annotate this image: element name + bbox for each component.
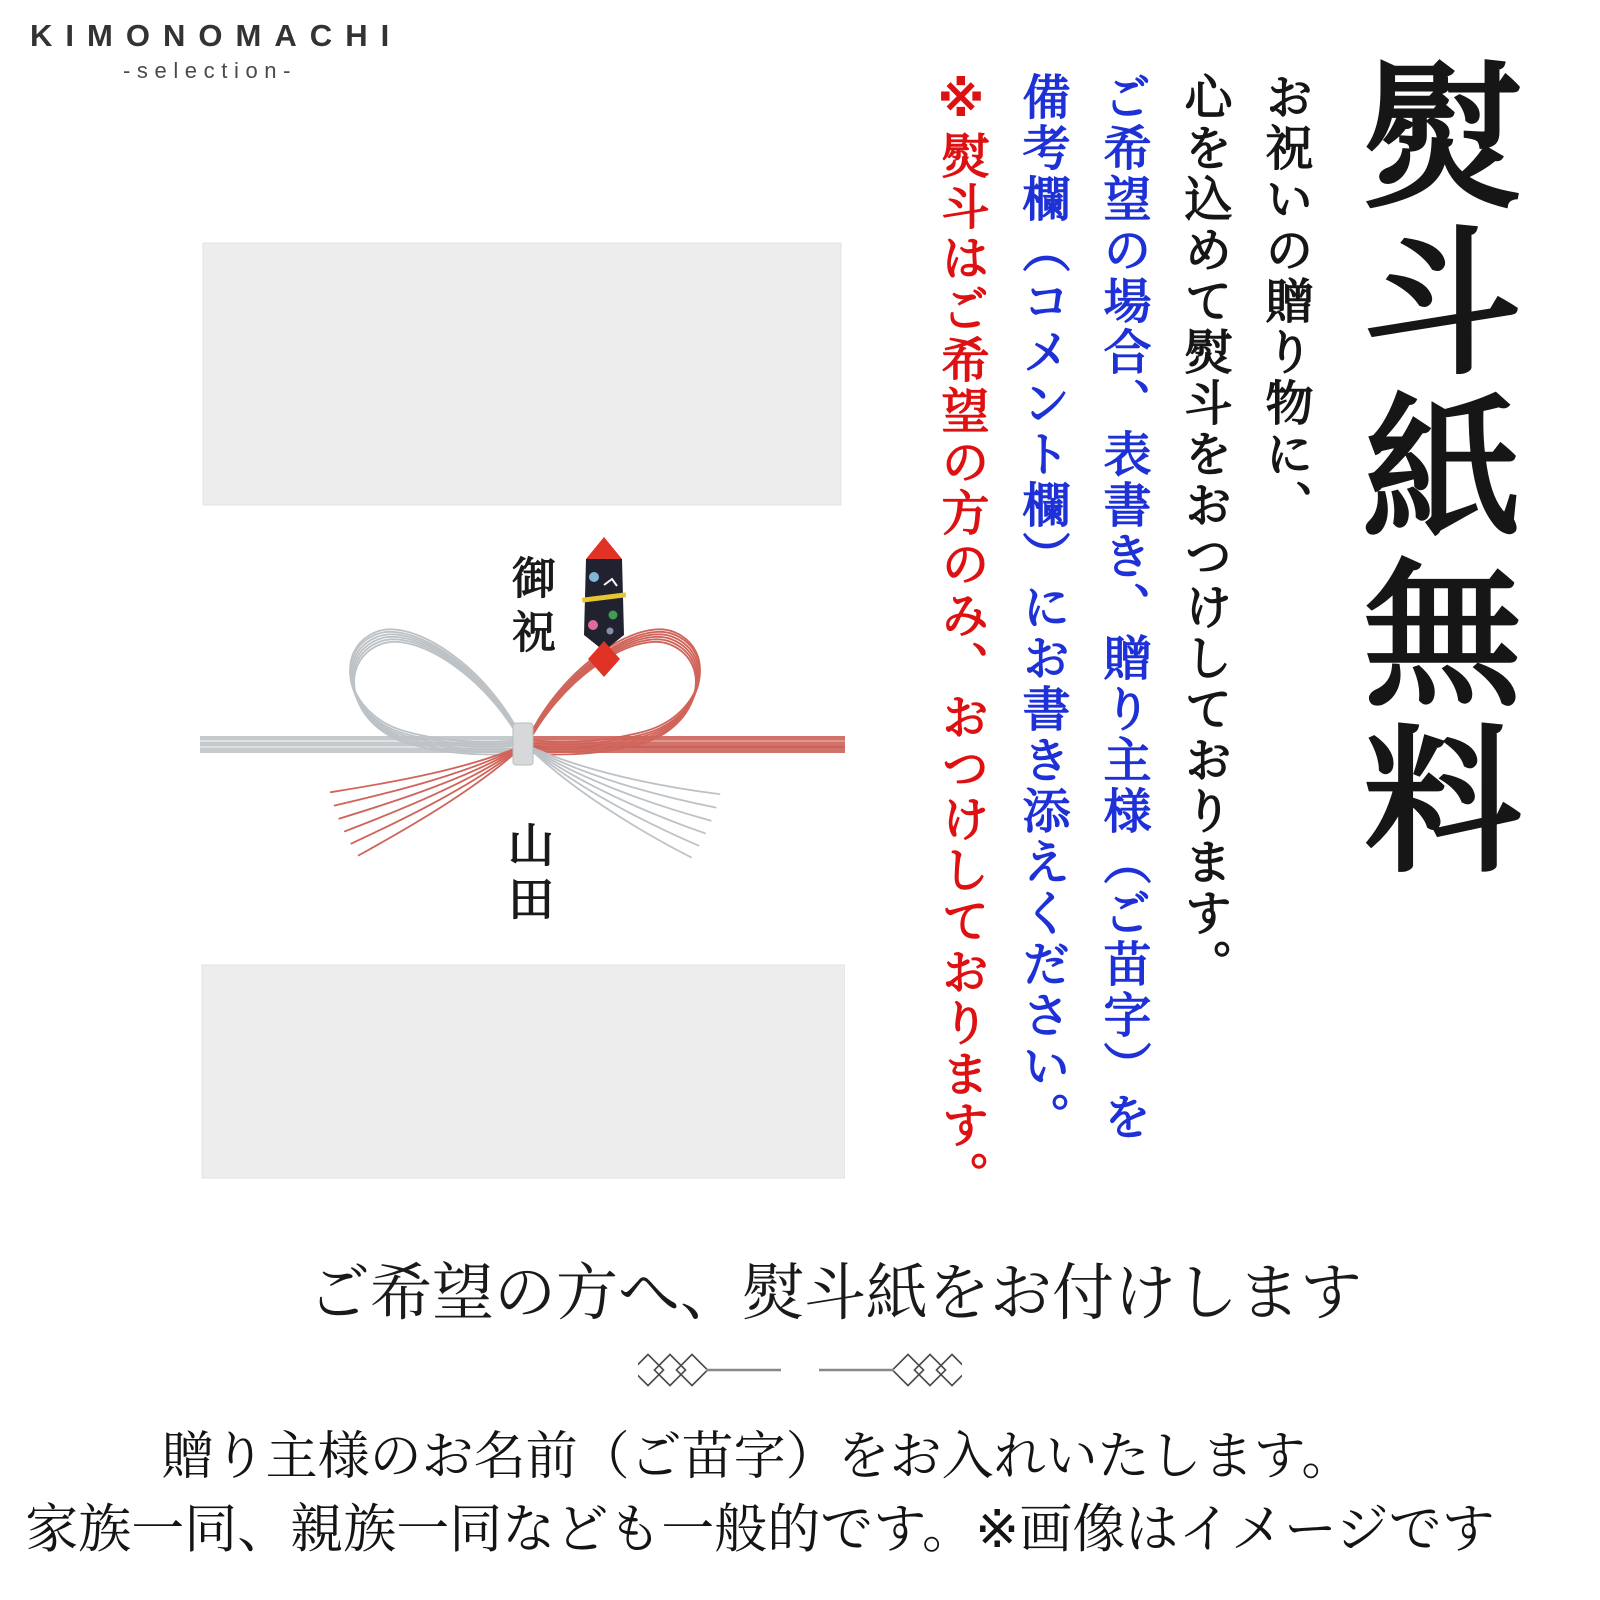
intro-red-note: ※熨斗はご希望の方のみ、おつけしております。	[934, 72, 987, 1202]
brand-name: KIMONOMACHI	[30, 18, 403, 53]
intro-paragraph	[920, 72, 1325, 1232]
bow-knot	[513, 723, 533, 765]
noshi-paper-illustration	[200, 237, 845, 1180]
gift-box-bottom	[202, 965, 845, 1178]
okurinushi-name-text: 山田	[502, 821, 553, 929]
brand-subtitle: -selection-	[122, 58, 298, 83]
intro-black-line-1: お祝いの贈り物に、	[1258, 72, 1311, 531]
noshi-paper-sample	[200, 237, 845, 1180]
footer-note-general: 家族一同、親族一同なども一般的です。※画像はイメージです	[25, 1500, 1495, 1559]
intro-blue-line-2: 備考欄（コメント欄）にお書き添えください。	[1015, 72, 1068, 1143]
brand-logo	[30, 18, 410, 84]
gift-box-top	[203, 243, 841, 505]
omotegaki-text: 御祝	[505, 555, 554, 663]
footer-headline: ご希望の方へ、熨斗紙をお付けします	[307, 1260, 1362, 1328]
noshi-ornament-icon	[582, 537, 626, 677]
page-title: 熨斗紙無料	[1340, 54, 1515, 884]
diamond-divider	[638, 1352, 962, 1388]
intro-blue-line-1: ご希望の場合、表書き、贈り主様（ご苗字）を	[1096, 72, 1149, 1143]
footer-note-name: 贈り主様のお名前（ご苗字）をお入れいたします。	[161, 1428, 1354, 1486]
intro-black-line-2: 心を込めて熨斗をおつけしております。	[1177, 72, 1230, 990]
